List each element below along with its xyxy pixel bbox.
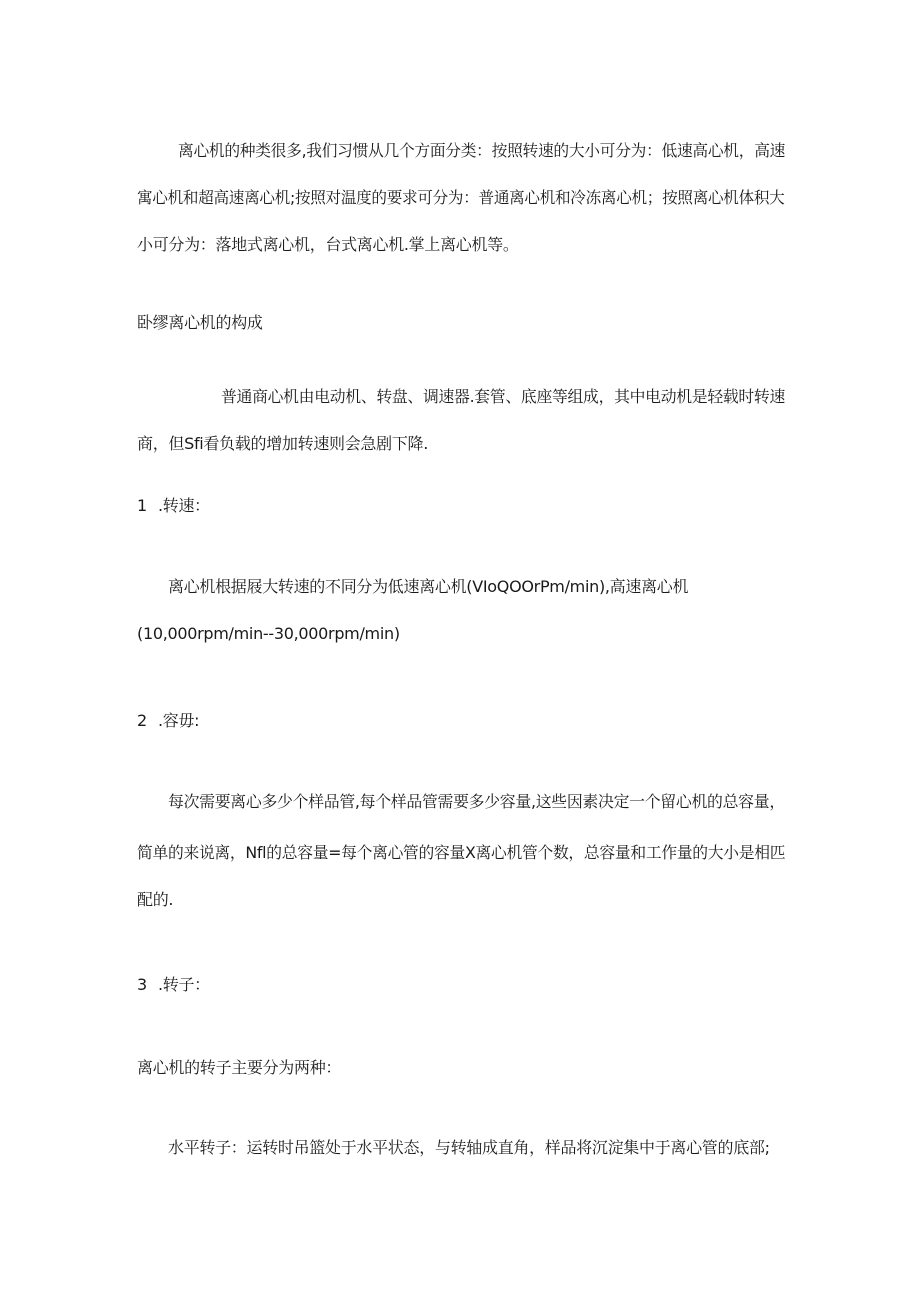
paragraph-1-line-3: 小可分为：落地式离心机，台式离心机.掌上离心机等。 (137, 235, 519, 254)
section-1-number: 1 (137, 496, 147, 515)
paragraph-1-line-1: 离心机的种类很多,我们习惯从几个方面分类：按照转速的大小可分为：低速高心机，高速 (178, 141, 786, 160)
paragraph-1-line-2: 寓心机和超高速离心机;按照对温度的要求可分为：普通离心机和冷冻离心机；按照离心机体积大 (137, 188, 785, 207)
paragraph-2-line-1: 普通商心机由电动机、转盘、调速器.套管、底座等组成，其中电动机是轻载时转速 (221, 387, 786, 406)
paragraph-speed-line-1: 离心机根据屐大转速的不同分为低速离心机(VIoQOOrPm∕min),高速离心机 (168, 577, 689, 596)
rotor-intro: 离心机的转子主要分为两种： (137, 1058, 342, 1077)
paragraph-capacity-line-2: 简单的来说离，Nfl的总容量=每个离心管的容量X离心机管个数，总容量和工作量的大小是相匹 (137, 843, 786, 862)
section-3-number: 3 (137, 975, 147, 994)
paragraph-speed-line-2: (10,000rpm∕min--30,000rpm∕min) (137, 624, 400, 643)
section-2-title: .容毋: (158, 711, 200, 730)
section-1-title: .转速： (158, 496, 210, 515)
rotor-horizontal: 水平转子：运转时吊篮处于水平状态，与转轴成直角，样品将沉淀集中于离心管的底部; (168, 1138, 770, 1157)
section-2-number: 2 (137, 711, 147, 730)
paragraph-capacity-line-1: 每次需要离心多少个样品管,每个样品管需要多少容量,这些因素决定一个留心机的总容量， (168, 792, 785, 811)
heading-composition: 卧缪离心机的构成 (137, 313, 263, 332)
section-3-title: .转子： (158, 975, 210, 994)
paragraph-capacity-line-3: 配的. (137, 890, 174, 909)
paragraph-2-line-2: 商，但Sfi看负载的增加转速则会急剧下降. (137, 434, 429, 453)
